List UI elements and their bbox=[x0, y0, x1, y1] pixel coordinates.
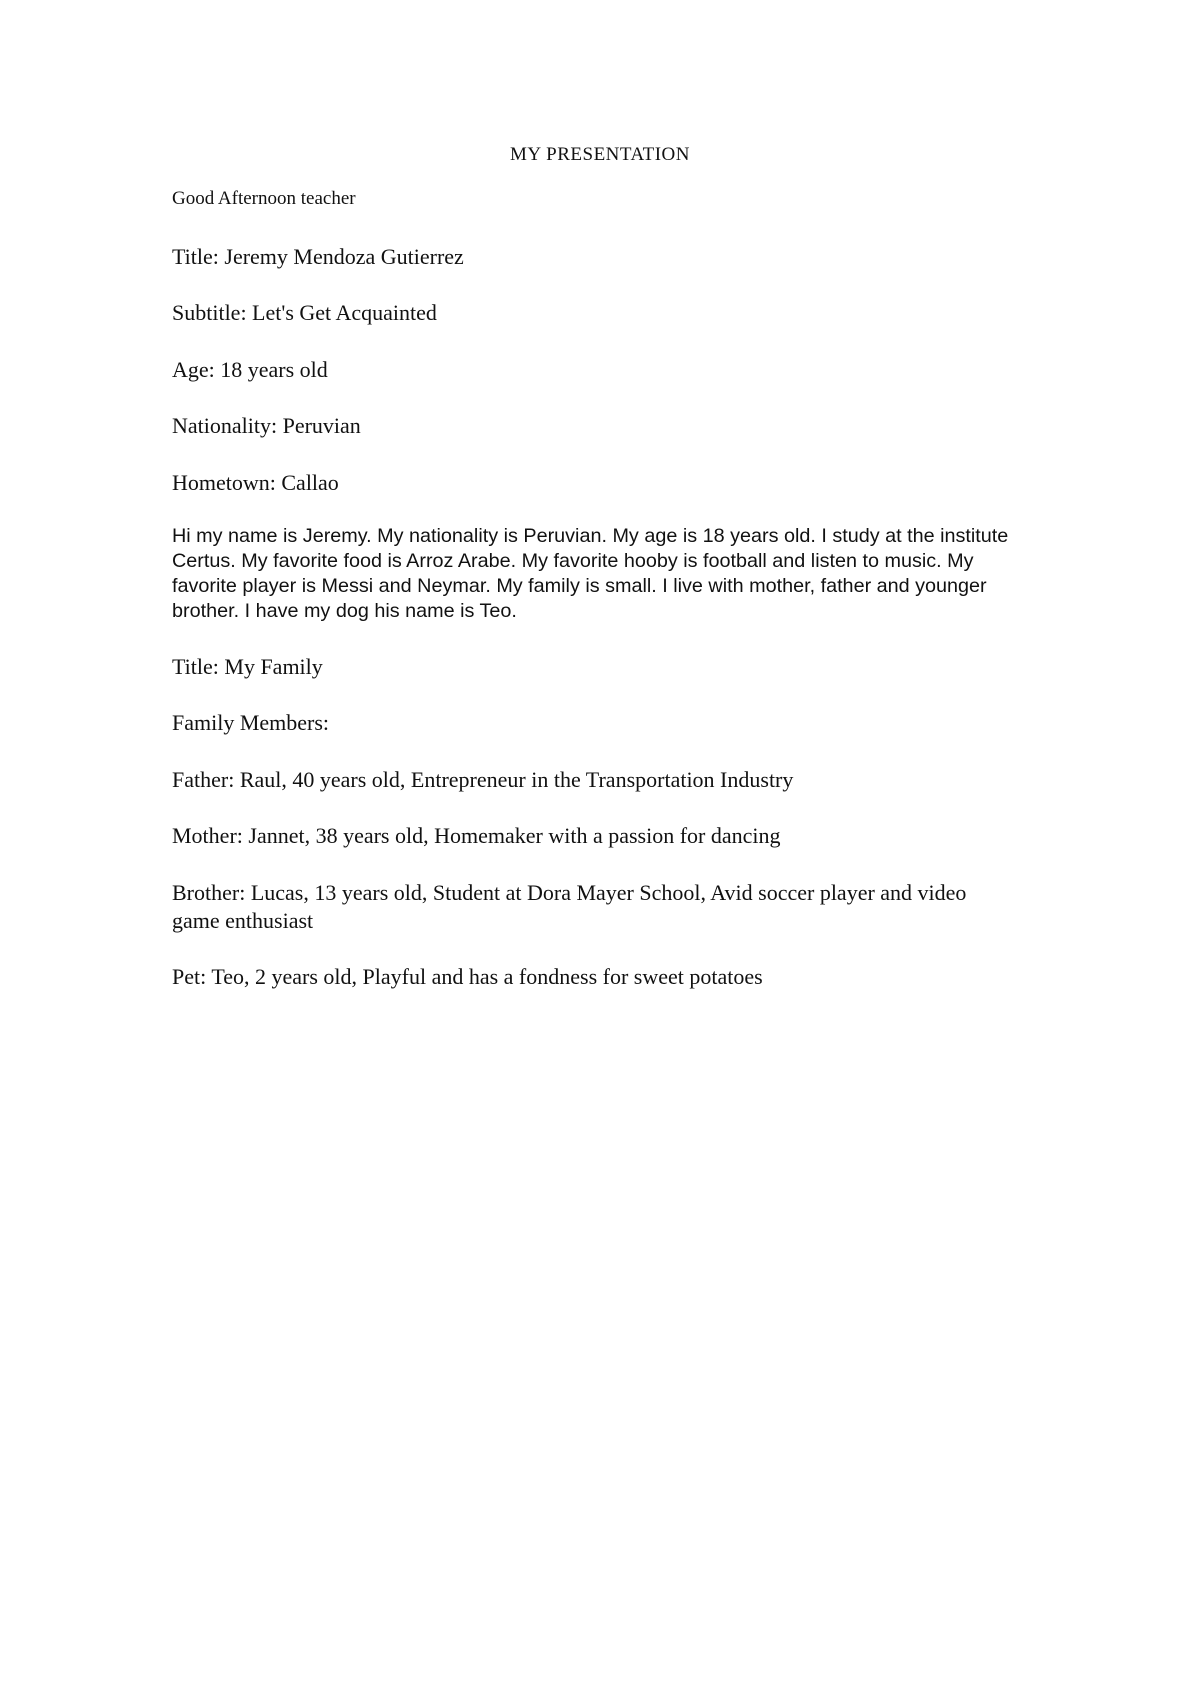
intro-paragraph: Hi my name is Jeremy. My nationality is Peruvian. My age is 18 years old. I study at the institute Certus. My favorite food is Arroz Arabe. My favorite hooby is football and listen to music. My favorite player is Messi and Neymar. My family is small. I live with mother, father and younger brother. I have my dog his name is Teo. bbox=[172, 525, 1009, 622]
father-line: Father: Raul, 40 years old, Entrepreneur in the Transportation Industry bbox=[172, 767, 794, 792]
hometown-line: Hometown: Callao bbox=[172, 470, 339, 495]
greeting-line: Good Afternoon teacher bbox=[172, 188, 356, 209]
subtitle-line: Subtitle: Let's Get Acquainted bbox=[172, 300, 437, 325]
family-members-label: Family Members: bbox=[172, 710, 330, 735]
title-line: Title: Jeremy Mendoza Gutierrez bbox=[172, 244, 464, 269]
family-title-line: Title: My Family bbox=[172, 654, 323, 679]
brother-line: Brother: Lucas, 13 years old, Student at Dora Mayer School, Avid soccer player and video game enthusiast bbox=[172, 880, 967, 933]
nationality-line: Nationality: Peruvian bbox=[172, 413, 361, 438]
age-line: Age: 18 years old bbox=[172, 357, 328, 382]
mother-line: Mother: Jannet, 38 years old, Homemaker with a passion for dancing bbox=[172, 823, 781, 848]
pet-line: Pet: Teo, 2 years old, Playful and has a fondness for sweet potatoes bbox=[172, 964, 763, 989]
document-heading: MY PRESENTATION bbox=[510, 144, 690, 165]
